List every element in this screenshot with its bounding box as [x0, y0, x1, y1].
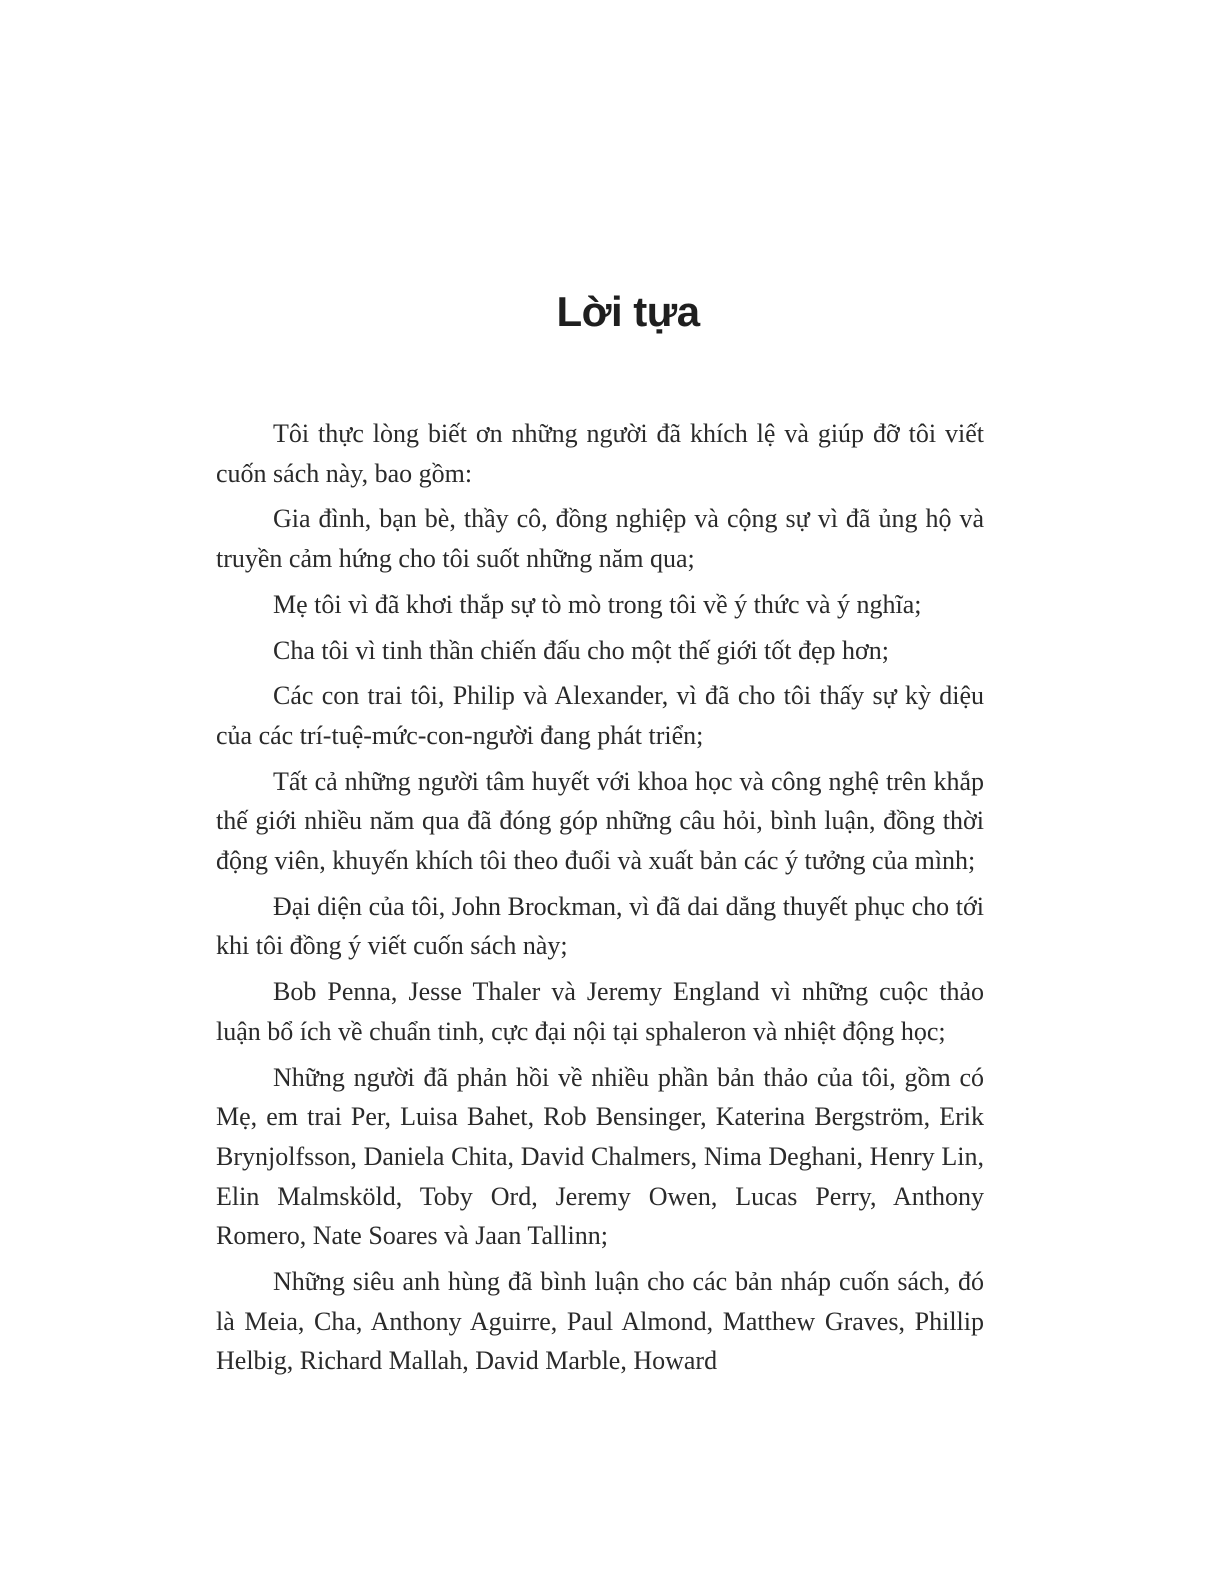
paragraph: Các con trai tôi, Philip và Alexander, vì đã cho tôi thấy sự kỳ diệu của các trí-tuệ-mức-con-người đang phát triển;: [216, 681, 984, 750]
paragraph: Gia đình, bạn bè, thầy cô, đồng nghiệp và cộng sự vì đã ủng hộ và truyền cảm hứng cho tôi suốt những năm qua;: [216, 504, 984, 574]
paragraph: Tất cả những người tâm huyết với khoa học và công nghệ trên khắp thế giới nhiều năm qua đã đóng góp những câu hỏi, bình luận, đồng thời động viên, khuyến khích tôi theo đuổi và xuất bản các ý tưởng của mình;: [216, 766, 984, 876]
paragraph: Những người đã phản hồi về nhiều phần bản thảo của tôi, gồm có Mẹ, em trai Per, Luisa Bahet, Rob Bensinger, Katerina Bergström, Erik Brynjolfsson, Daniela Chita, David Chalmers, Nima Deghani, Henry Lin, Elin Malmsköld, Toby Ord, Jeremy Owen, Lucas Perry, Anthony Romero, Nate Soares và Jaan Tallinn;: [216, 1062, 984, 1251]
paragraph: Tôi thực lòng biết ơn những người đã khích lệ và giúp đỡ tôi viết cuốn sách này, bao gồm:: [216, 419, 984, 488]
paragraph: Những siêu anh hùng đã bình luận cho các bản nháp cuốn sách, đó là Meia, Cha, Anthony Aguirre, Paul Almond, Matthew Graves, Phillip Helbig, Richard Mallah, David Marble, Howard: [216, 1267, 984, 1376]
paragraph: Bob Penna, Jesse Thaler và Jeremy England vì những cuộc thảo luận bổ ích về chuẩn tinh, cực đại nội tại sphaleron và nhiệt động học;: [216, 977, 984, 1046]
paragraph: Cha tôi vì tinh thần chiến đấu cho một thế giới tốt đẹp hơn;: [273, 635, 890, 665]
page-title: Lời tựa: [556, 288, 700, 336]
paragraph: Đại diện của tôi, John Brockman, vì đã dai dẳng thuyết phục cho tới khi tôi đồng ý viết cuốn sách này;: [216, 891, 984, 961]
paragraph: Mẹ tôi vì đã khơi thắp sự tò mò trong tôi về ý thức và ý nghĩa;: [273, 589, 922, 619]
preface-body: [216, 414, 984, 1387]
